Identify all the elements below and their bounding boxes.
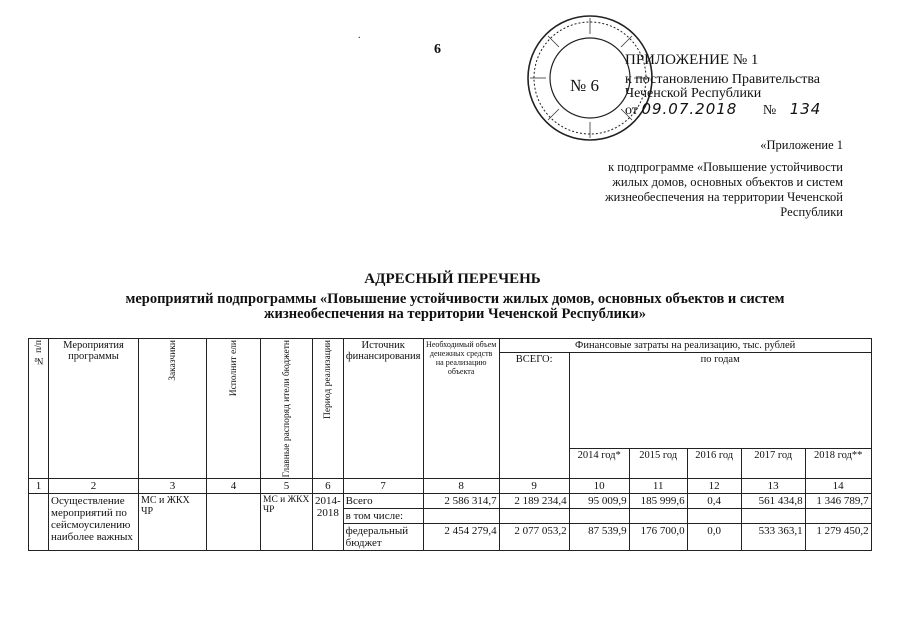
cell-2015: 176 700,0 [629, 524, 687, 551]
row-executor [207, 494, 261, 551]
cell-2016 [687, 509, 741, 524]
column-number: 14 [805, 479, 871, 494]
column-number: 13 [741, 479, 805, 494]
header-financial: Финансовые затраты на реализацию, тыс. рублей [499, 339, 871, 353]
header-year: 2014 год* [569, 449, 629, 479]
cell-required [423, 509, 499, 524]
header-customers: Заказчики [139, 339, 207, 479]
appendix-title: ПРИЛОЖЕНИЕ № 1 [625, 52, 759, 68]
document-subtitle: мероприятий подпрограммы «Повышение устойчивости жилых домов, основных объектов и систем жизнеобеспечения на территории Чеченской Республики» [125, 291, 785, 322]
row-manager: МС и ЖКХ ЧР [261, 494, 313, 551]
row-activity: Осуществление мероприятий по сейсмоусилению наиболее важных [49, 494, 139, 551]
source-name: Всего [343, 494, 423, 509]
cell-2018: 1 346 789,7 [805, 494, 871, 509]
cell-2017 [741, 509, 805, 524]
column-number: 9 [499, 479, 569, 494]
address-list-table [28, 338, 872, 551]
appendix-line2: Чеченской Республики [625, 86, 762, 101]
row-period: 2014-2018 [313, 494, 344, 551]
number-prefix: № [762, 103, 777, 118]
column-number: 11 [629, 479, 687, 494]
row-num [29, 494, 49, 551]
column-number-row [29, 479, 872, 494]
column-number: 3 [139, 479, 207, 494]
cell-2015: 185 999,6 [629, 494, 687, 509]
cell-2014: 95 009,9 [569, 494, 629, 509]
header-managers: Главные распоряд ители бюджетн [261, 339, 313, 479]
table-row [29, 494, 872, 509]
cell-2015 [629, 509, 687, 524]
handwritten-number: 134 [789, 100, 822, 118]
header-year: 2018 год** [805, 449, 871, 479]
cell-2018 [805, 509, 871, 524]
handwritten-date: 09.07.2018 [641, 100, 738, 118]
cell-2014: 87 539,9 [569, 524, 629, 551]
source-name: федеральный бюджет [343, 524, 423, 551]
cell-required: 2 454 279,4 [423, 524, 499, 551]
decree-date-line [625, 100, 821, 119]
document-title: АДРЕСНЫЙ ПЕРЕЧЕНЬ [364, 271, 541, 287]
scan-dot: . [358, 30, 361, 41]
header-year: 2016 год [687, 449, 741, 479]
cell-total: 2 077 053,2 [499, 524, 569, 551]
cell-2016: 0,0 [687, 524, 741, 551]
page-number: 6 [434, 42, 441, 57]
header-executors: Исполнит ели [207, 339, 261, 479]
row-customer: МС и ЖКХ ЧР [139, 494, 207, 551]
source-name: в том числе: [343, 509, 423, 524]
reference-text: к подпрограмме «Повышение устойчивости жилых домов, основных объектов и систем жизнеобеспечения на территории Чеченской Республики [604, 160, 843, 219]
column-number: 7 [343, 479, 423, 494]
cell-required: 2 586 314,7 [423, 494, 499, 509]
header-total: ВСЕГО: [499, 353, 569, 479]
cell-total [499, 509, 569, 524]
header-required: Необходимый объем денежных средств на реализацию объекта [423, 339, 499, 479]
cell-2018: 1 279 450,2 [805, 524, 871, 551]
column-number: 12 [687, 479, 741, 494]
column-number: 1 [29, 479, 49, 494]
date-prefix: от [625, 103, 638, 118]
cell-2014 [569, 509, 629, 524]
header-year: 2015 год [629, 449, 687, 479]
header-period: Период реализации [313, 339, 344, 479]
stamp-number: № 6 [570, 76, 599, 95]
header-activities: Мероприятия программы [49, 339, 139, 479]
column-number: 4 [207, 479, 261, 494]
cell-2016: 0,4 [687, 494, 741, 509]
column-number: 6 [313, 479, 344, 494]
column-number: 10 [569, 479, 629, 494]
header-year: 2017 год [741, 449, 805, 479]
reference-heading: «Приложение 1 [760, 138, 843, 152]
cell-2017: 561 434,8 [741, 494, 805, 509]
column-number: 8 [423, 479, 499, 494]
column-number: 2 [49, 479, 139, 494]
header-by-years: по годам [569, 353, 871, 449]
appendix-line1: к постановлению Правительства [625, 72, 821, 87]
header-source: Источник финансирования [343, 339, 423, 479]
cell-2017: 533 363,1 [741, 524, 805, 551]
cell-total: 2 189 234,4 [499, 494, 569, 509]
column-number: 5 [261, 479, 313, 494]
header-num: № п/п [29, 339, 49, 479]
